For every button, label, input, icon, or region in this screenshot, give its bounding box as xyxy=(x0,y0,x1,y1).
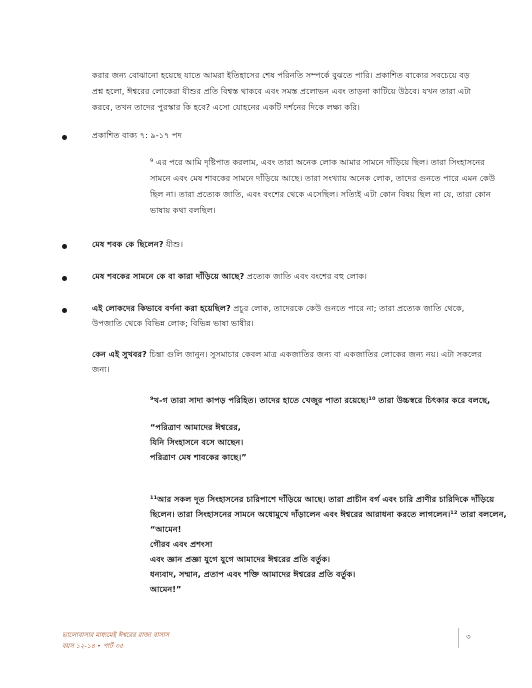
question-3-answer-cont: উপজাতি থেকে বিভিন্ন লোক; বিভিন্ন ভাষা ভাষীর। xyxy=(92,318,254,328)
page-number: ৩ xyxy=(466,633,471,641)
intro-line-3: করবে, তখন তাদের পুরস্কার কি হবে? এসো যোহনের একটি দর্শনের দিকে লক্ষ্য করি। xyxy=(92,102,360,112)
footer-subtitle: বয়স ১২-১৪ • পার্ট ৩৫ xyxy=(62,642,124,650)
good-news-question-text: কেন এই সুখবর? xyxy=(92,349,147,359)
question-1-answer: যীশু। xyxy=(163,239,184,249)
scripture-reference: প্রকাশিত বাক্য ৭: ৯-১৭ পদ xyxy=(92,130,182,140)
verse-9-line-2: সামনে এবং মেষ শাবকের সামনে দাঁড়িয়ে আছে। তারা সংখ্যায় অনেক লোক, তাদের গুনতে পারে এমন কেউ xyxy=(150,173,496,183)
verse-9-line-4: ভাষায় কথা বলছিল। xyxy=(150,205,216,215)
intro-line-2: প্রশ্ন হলো, ঈশ্বরের লোকেরা যীশুর প্রতি বিশ্বস্ত থাকবে এবং সমস্ত প্রলোভন এবং তাড়না কাটিয়ে উঠবে। যখন তারা এটা xyxy=(92,86,472,96)
verse-9-line-1: ⁹ এর পরে আমি দৃষ্টিপাত করলাম, এবং তারা অনেক লোক আমার সামনে দাঁড়িয়ে ছিল। তারা সিংহাসনের xyxy=(150,157,485,167)
intro-line-1: করার জন্য বোঝানো হয়েছে যাতে আমরা ইতিহাসের শেষ পরিনতি সম্পর্কে বুঝতে পারি। প্রকাশিত বাক্যের সবচেয়ে বড় xyxy=(92,70,470,80)
verse-11-line-1: ¹¹আর সকল দূত সিংহাসনের চারিপাশে দাঁড়িয়ে আছে। তারা প্রাচীন বর্গ এবং চারি প্রাণীর চারিদিকে দাঁড়িয়ে xyxy=(150,494,495,504)
verse-11-line-2: ছিলেন। তারা সিংহাসনের সামনে অধোমুখে দাঁড়ালেন এবং ঈশ্বরের আরাধনা করতে লাগলেন।¹² তারা বললেন, xyxy=(150,509,507,519)
bullet-icon xyxy=(62,276,67,281)
bullet-icon xyxy=(62,244,67,249)
bullet-icon xyxy=(62,308,67,313)
verse-9-line-3: ছিল না। তারা প্রত্যেক জাতি, এবং বংশের থেকে এসেছিল। সত্যিই এটা কোন বিষয় ছিল না যে, তারা কোন xyxy=(150,189,491,199)
question-3-answer: প্রচুর লোক, তাদেরকে কেউ গুনতে পারে না; তারা প্রত্যেক জাতি থেকে, xyxy=(230,303,465,313)
good-news-question xyxy=(92,347,482,361)
question-2 xyxy=(92,269,367,283)
quote-1-line-2: যিনি সিংহাসনে বসে আছেন। xyxy=(150,437,244,447)
quote-1-line-1: “পরিত্রাণ আমাদের ঈশ্বরের, xyxy=(150,422,241,432)
question-2-answer: প্রত্যেক জাতি এবং বংশের বহু লোক। xyxy=(244,271,367,281)
footer-divider xyxy=(458,628,459,648)
verse-11-line-7: আমেন!” xyxy=(150,584,182,594)
verse-11-line-4: গৌরব এবং প্রশংসা xyxy=(150,539,213,549)
good-news-answer: চিন্তা গুলি জানুন। সুসমাচার কেবল মাত্র একজাতির জন্য বা একজাতির লোকের জন্য নয়। এটা সকলের xyxy=(146,349,482,359)
verse-11-line-3: “আমেন! xyxy=(150,524,182,534)
question-3 xyxy=(92,301,464,315)
question-1-text: মেষ শবক কে ছিলেন? xyxy=(92,239,164,249)
verse-11-line-6: ধন্যবাদ, সম্মান, প্রতাপ এবং শক্তি আমাদের ঈশ্বরের প্রতি বর্তুক। xyxy=(150,569,356,579)
quote-1-line-3: পরিত্রাণ মেষ শাবকের কাছে।” xyxy=(150,452,247,462)
verse-9b: ⁹খ-গ তারা সাদা কাপড় পরিহিত। তাদের হাতে খেজুর পাতা রয়েছে।¹⁰ তারা উচ্চস্বরে চিৎকার করে বলছে, xyxy=(150,395,491,405)
footer-title: ভালোবাসার মাধ্যমেই ঈশ্বরের রাজ্য বাসাস xyxy=(62,631,170,639)
good-news-answer-cont: জন্য। xyxy=(92,364,110,374)
question-2-text: মেষ শবকের সামনে কে বা কারা দাঁড়িয়ে আছে? xyxy=(92,271,245,281)
question-1 xyxy=(92,237,183,251)
verse-11-line-5: এবং জ্ঞান প্রজ্ঞা যুগে যুগে আমাদের ঈশ্বরের প্রতি বর্তুক। xyxy=(150,554,331,564)
question-3-text: এই লোকদের কিভাবে বর্ণনা করা হয়েছিল? xyxy=(92,303,231,313)
bullet-icon xyxy=(62,135,67,140)
